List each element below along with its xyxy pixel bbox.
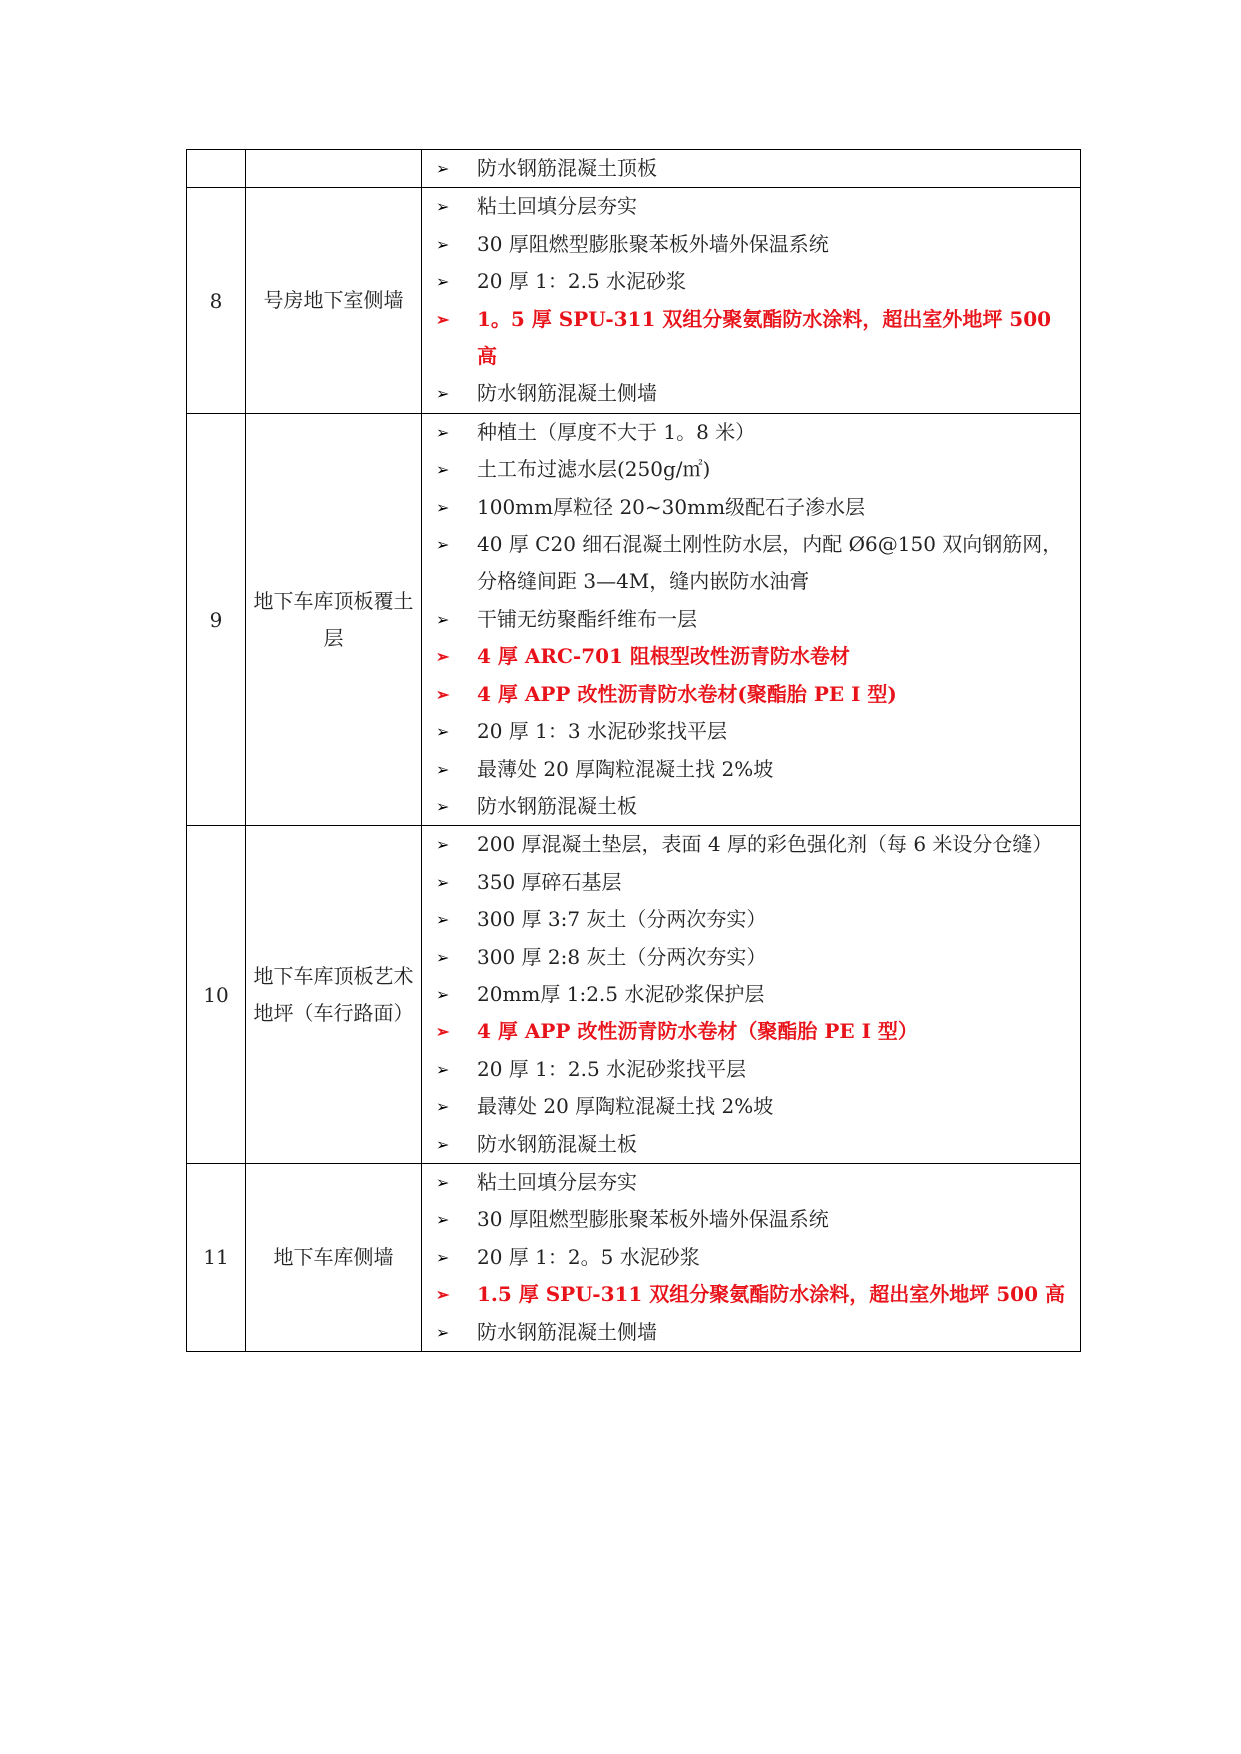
arrow-bullet-icon: ➢ [436,609,450,629]
layer-text: 20mm厚 1:2.5 水泥砂浆保护层 [477,981,765,1006]
layer-text: 200 厚混凝土垫层，表面 4 厚的彩色强化剂（每 6 米设分仓缝） [477,832,1053,857]
arrow-bullet-icon: ➢ [436,1172,450,1192]
table-row [187,1163,1081,1351]
arrow-bullet-icon: ➢ [436,272,450,292]
arrow-bullet-icon: ➢ [436,197,450,217]
layer-text: 350 厚碎石基层 [477,869,622,894]
layer-item [422,263,1080,300]
layer-list [422,826,1080,1163]
layer-item [422,188,1080,225]
layer-cell [422,826,1081,1164]
layer-text: 干铺无纺聚酯纤维布一层 [477,606,697,631]
layer-text: 4 厚 ARC-701 阻根型改性沥青防水卷材 [477,644,850,669]
layer-item [422,826,1080,863]
layer-text: 30 厚阻燃型膨胀聚苯板外墙外保温系统 [477,231,829,256]
arrow-bullet-icon: ➢ [436,1097,450,1117]
layer-text: 300 厚 2:8 灰土（分两次夯实） [477,944,767,969]
layer-item [422,375,1080,412]
layer-text: 20 厚 1：2.5 水泥砂浆 [477,269,687,294]
layer-list [422,150,1080,187]
row-number: 9 [187,413,246,825]
arrow-bullet-icon: ➢ [436,1285,450,1305]
arrow-bullet-icon: ➢ [436,796,450,816]
layer-text: 40 厚 C20 细石混凝土刚性防水层，内配 Ø6@150 双向钢筋网，分格缝间距 3—4M，缝内嵌防水油膏 [477,532,1063,594]
layer-item [422,1239,1080,1276]
arrow-bullet-icon: ➢ [436,1059,450,1079]
row-number [187,150,246,188]
layer-text: 粘土回填分层夯实 [477,194,637,219]
arrow-bullet-icon: ➢ [436,759,450,779]
layer-list [422,414,1080,825]
arrow-bullet-icon: ➢ [436,684,450,704]
layer-cell [422,150,1081,188]
layer-item [422,1314,1080,1351]
layer-text: 1。5 厚 SPU-311 双组分聚氨酯防水涂料，超出室外地坪 500 高 [477,306,1052,369]
location-name: 地下车库侧墙 [246,1163,422,1351]
arrow-bullet-icon: ➢ [436,647,450,667]
layer-item [422,1201,1080,1238]
arrow-bullet-icon: ➢ [436,1247,450,1267]
layer-item [422,526,1080,601]
row-number: 10 [187,826,246,1164]
layer-text: 粘土回填分层夯实 [477,1169,637,1194]
location-name: 号房地下室侧墙 [246,188,422,413]
layer-cell [422,413,1081,825]
layer-text: 最薄处 20 厚陶粒混凝土找 2%坡 [477,756,774,781]
arrow-bullet-icon: ➢ [436,910,450,930]
arrow-bullet-icon: ➢ [436,984,450,1004]
layer-text: 30 厚阻燃型膨胀聚苯板外墙外保温系统 [477,1207,829,1232]
waterproof-layer-item [422,1276,1080,1313]
layer-text: 防水钢筋混凝土侧墙 [477,381,657,406]
layer-text: 300 厚 3:7 灰土（分两次夯实） [477,907,767,932]
waterproof-layer-item [422,301,1080,376]
arrow-bullet-icon: ➢ [436,535,450,555]
arrow-bullet-icon: ➢ [436,497,450,517]
layer-text: 100mm厚粒径 20~30mm级配石子渗水层 [477,494,866,519]
layer-item [422,489,1080,526]
layer-cell [422,188,1081,413]
location-name: 地下车库顶板覆土层 [246,413,422,825]
row-number: 11 [187,1163,246,1351]
waterproof-layer-item [422,1013,1080,1050]
layer-item [422,901,1080,938]
arrow-bullet-icon: ➢ [436,384,450,404]
row-number: 8 [187,188,246,413]
arrow-bullet-icon: ➢ [436,234,450,254]
layer-list [422,1164,1080,1351]
layer-item [422,226,1080,263]
layer-item [422,1088,1080,1125]
table-row [187,413,1081,825]
layer-text: 20 厚 1：2。5 水泥砂浆 [477,1244,700,1269]
layer-item [422,1164,1080,1201]
location-name [246,150,422,188]
arrow-bullet-icon: ➢ [436,872,450,892]
layer-item [422,1051,1080,1088]
table-body [187,150,1081,1352]
arrow-bullet-icon: ➢ [436,835,450,855]
layer-item [422,1126,1080,1163]
layer-text: 土工布过滤水层(250g/㎡) [477,457,711,482]
arrow-bullet-icon: ➢ [436,947,450,967]
layer-item [422,939,1080,976]
layer-item [422,601,1080,638]
layer-text: 1.5 厚 SPU-311 双组分聚氨酯防水涂料，超出室外地坪 500 高 [477,1282,1065,1307]
table-row [187,826,1081,1164]
construction-layers-table [186,149,1081,1352]
waterproof-layer-item [422,638,1080,675]
location-name: 地下车库顶板艺术地坪（车行路面） [246,826,422,1164]
layer-list [422,188,1080,412]
arrow-bullet-icon: ➢ [436,159,450,178]
arrow-bullet-icon: ➢ [436,1022,450,1042]
layer-text: 最薄处 20 厚陶粒混凝土找 2%坡 [477,1094,774,1119]
layer-text: 4 厚 APP 改性沥青防水卷材(聚酯胎 PE I 型) [477,681,897,706]
layer-item [422,976,1080,1013]
layer-text: 防水钢筋混凝土板 [477,793,637,818]
table-row [187,188,1081,413]
layer-item [422,414,1080,451]
arrow-bullet-icon: ➢ [436,1134,450,1154]
layer-item [422,150,1080,187]
layer-cell [422,1163,1081,1351]
table-row [187,150,1081,188]
layer-item [422,751,1080,788]
layer-item [422,788,1080,825]
layer-text: 20 厚 1：3 水泥砂浆找平层 [477,719,727,744]
layer-item [422,451,1080,488]
waterproof-layer-item [422,676,1080,713]
layer-text: 4 厚 APP 改性沥青防水卷材（聚酯胎 PE I 型） [477,1019,918,1044]
arrow-bullet-icon: ➢ [436,309,450,329]
layer-item [422,713,1080,750]
layer-text: 种植土（厚度不大于 1。8 米） [477,419,756,444]
layer-text: 防水钢筋混凝土顶板 [477,156,657,180]
arrow-bullet-icon: ➢ [436,1322,450,1342]
arrow-bullet-icon: ➢ [436,460,450,480]
arrow-bullet-icon: ➢ [436,722,450,742]
arrow-bullet-icon: ➢ [436,1210,450,1230]
layer-text: 20 厚 1：2.5 水泥砂浆找平层 [477,1056,747,1081]
layer-item [422,864,1080,901]
arrow-bullet-icon: ➢ [436,422,450,442]
layer-text: 防水钢筋混凝土侧墙 [477,1319,657,1344]
layer-text: 防水钢筋混凝土板 [477,1131,637,1156]
